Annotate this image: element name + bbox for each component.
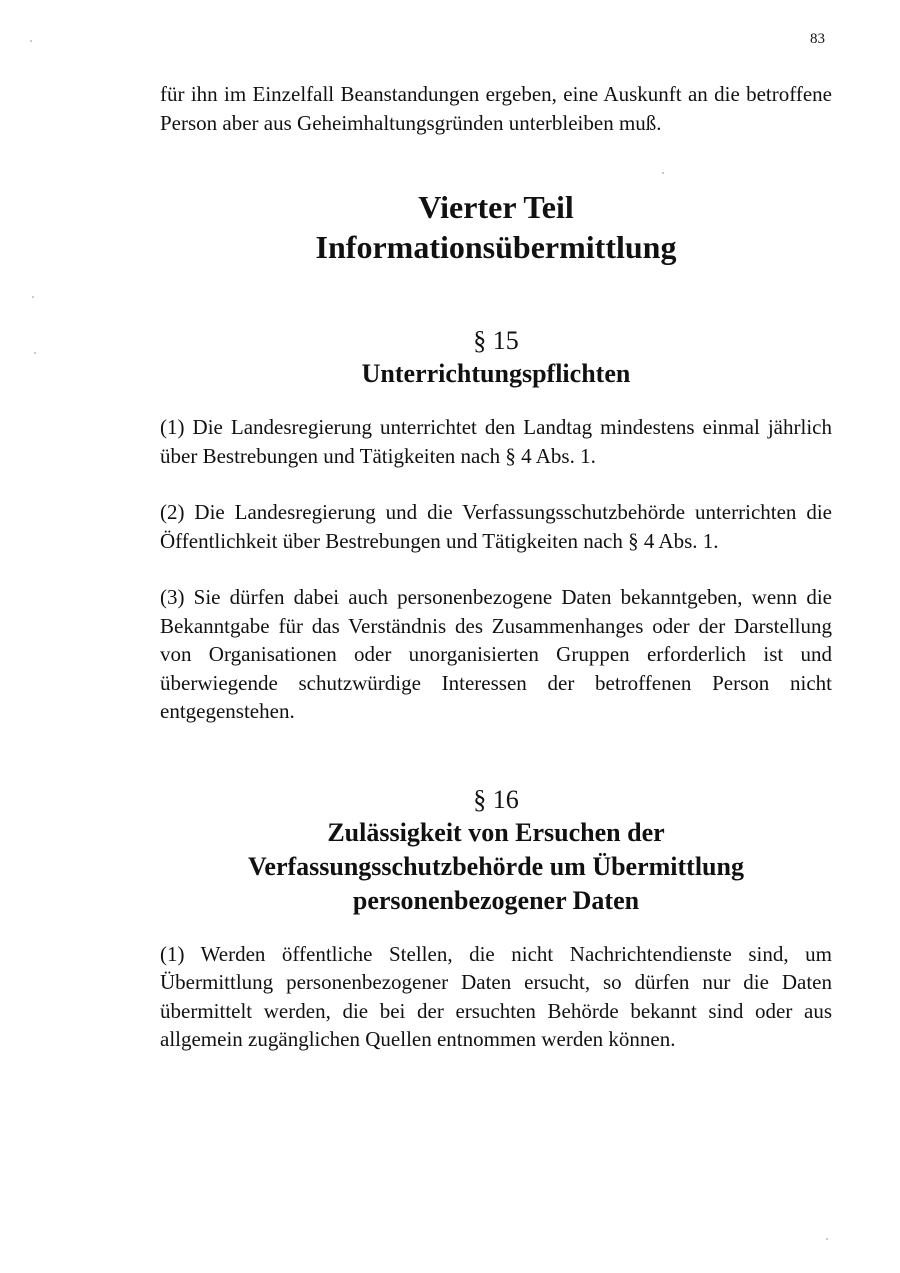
part-title-line: Vierter Teil xyxy=(418,189,574,225)
scan-speck xyxy=(34,352,36,354)
part-subtitle-line: Informationsübermittlung xyxy=(315,229,677,265)
continuation-paragraph: für ihn im Einzelfall Beanstandungen ergeben, eine Auskunft an die betroffene Person aber aus Geheimhaltungsgründen unterbleiben muß. xyxy=(160,82,832,135)
section-16-heading-line: Verfassungsschutzbehörde um Übermittlung xyxy=(248,851,744,881)
page-content xyxy=(160,80,832,1054)
scan-speck xyxy=(662,172,664,174)
section-16-heading-line: personenbezogener Daten xyxy=(352,885,640,915)
section-15-paragraph-3: (3) Sie dürfen dabei auch personenbezogene Daten bekanntgeben, wenn die Bekanntgabe für das Verständnis des Zusammenhanges oder der Darstellung von Organisationen oder unorganisierten Gruppen erforderlich ist und überwiegende schutzwürdige Interessen der betroffenen Person nicht entgegenstehen. xyxy=(160,585,832,723)
scan-speck xyxy=(32,296,34,298)
scan-speck xyxy=(30,40,32,42)
section-16-heading-line: Zulässigkeit von Ersuchen der xyxy=(327,817,665,847)
part-title xyxy=(160,187,832,267)
section-16-heading xyxy=(160,816,832,918)
scan-speck xyxy=(826,1238,828,1240)
section-15-number: § 15 xyxy=(473,326,519,355)
section-15-heading: Unterrichtungspflichten xyxy=(361,359,631,388)
page-number: 83 xyxy=(810,31,825,47)
section-15-paragraph-1: (1) Die Landesregierung unterrichtet den Landtag mindestens einmal jährlich über Bestrebungen und Tätigkeiten nach § 4 Abs. 1. xyxy=(160,415,832,468)
section-15-paragraph-2: (2) Die Landesregierung und die Verfassungsschutzbehörde unterrichten die Öffentlichkeit über Bestrebungen und Tätigkeiten nach § 4 Abs. 1. xyxy=(160,500,832,553)
section-16-paragraph-1: (1) Werden öffentliche Stellen, die nicht Nachrichtendienste sind, um Übermittlung personenbezogener Daten ersucht, so dürfen nur die Daten übermittelt werden, die bei der ersuchten Behörde bekannt sind oder aus allgemein zugänglichen Quellen entnommen werden können. xyxy=(160,941,832,1051)
section-16-number: § 16 xyxy=(473,784,519,814)
